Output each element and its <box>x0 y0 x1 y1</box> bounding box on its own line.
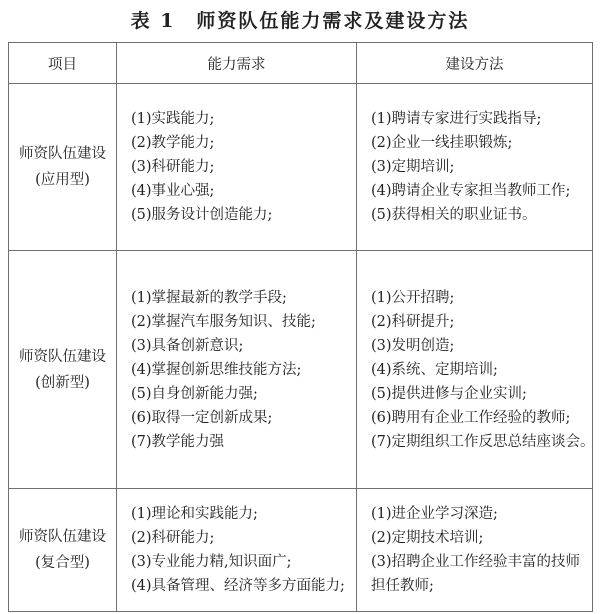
methods-item: (5)获得相关的职业证书。 <box>371 207 537 223</box>
needs-item: (3)科研能力; <box>131 159 215 175</box>
methods-item: (5)提供进修与企业实训; <box>371 385 527 402</box>
category-name: 师资队伍建设 <box>19 529 106 545</box>
needs-cell <box>117 251 357 489</box>
table-title: 表 1 师资队伍能力需求及建设方法 <box>130 10 470 32</box>
header-item: 项目 <box>9 43 117 84</box>
methods-item: (1)公开招聘; <box>371 289 455 306</box>
methods-item: (3)定期培训; <box>371 159 455 175</box>
needs-item: (2)教学能力; <box>131 135 215 151</box>
needs-item: (4)具备管理、经济等多方面能力; <box>131 578 345 594</box>
needs-item: (5)服务设计创造能力; <box>131 207 273 223</box>
category-type: (创新型) <box>35 374 90 391</box>
header-row <box>9 43 593 84</box>
needs-item: (1)掌握最新的教学手段; <box>131 289 287 306</box>
needs-item: (6)取得一定创新成果; <box>131 409 273 426</box>
methods-item: (2)企业一线挂职锻炼; <box>371 135 513 151</box>
category-cell <box>9 84 117 251</box>
methods-item: (7)定期组织工作反思总结座谈会。 <box>371 433 595 450</box>
needs-item: (2)科研能力; <box>131 530 215 546</box>
needs-item: (1)实践能力; <box>131 111 215 127</box>
table-row-innovative <box>9 251 593 489</box>
category-cell <box>9 489 117 612</box>
needs-item: (5)自身创新能力强; <box>131 385 258 402</box>
needs-item: (3)具备创新意识; <box>131 337 244 354</box>
methods-item: (2)科研提升; <box>371 313 455 330</box>
header-methods: 建设方法 <box>357 43 593 84</box>
needs-item: (1)理论和实践能力; <box>131 506 258 522</box>
category-name: 师资队伍建设 <box>19 146 106 162</box>
header-needs: 能力需求 <box>117 43 357 84</box>
needs-item: (4)事业心强; <box>131 183 215 199</box>
needs-item: (2)掌握汽车服务知识、技能; <box>131 313 316 330</box>
capability-table <box>8 42 593 612</box>
needs-item: (4)掌握创新思维技能方法; <box>131 361 302 378</box>
needs-cell <box>117 84 357 251</box>
table-row-applied <box>9 84 593 251</box>
methods-item: (1)聘请专家进行实践指导; <box>371 111 542 127</box>
methods-item: (4)系统、定期培训; <box>371 361 498 378</box>
methods-cell <box>357 489 593 612</box>
category-type: (应用型) <box>35 172 90 188</box>
methods-cell <box>357 251 593 489</box>
needs-item: (7)教学能力强 <box>131 433 225 450</box>
category-cell <box>9 251 117 489</box>
methods-item: (2)定期技术培训; <box>371 530 484 546</box>
methods-item: (6)聘用有企业工作经验的教师; <box>371 409 571 426</box>
methods-item: (1)进企业学习深造; <box>371 506 498 522</box>
methods-item: (3)发明创造; <box>371 337 455 354</box>
category-name: 师资队伍建设 <box>19 348 106 365</box>
methods-item: (4)聘请企业专家担当教师工作; <box>371 183 571 199</box>
needs-item: (3)专业能力精,知识面广; <box>131 554 292 570</box>
table-row-composite <box>9 489 593 612</box>
needs-cell <box>117 489 357 612</box>
category-type: (复合型) <box>35 555 90 571</box>
methods-item: (3)招聘企业工作经验丰富的技师担任教师; <box>371 554 581 594</box>
methods-cell <box>357 84 593 251</box>
